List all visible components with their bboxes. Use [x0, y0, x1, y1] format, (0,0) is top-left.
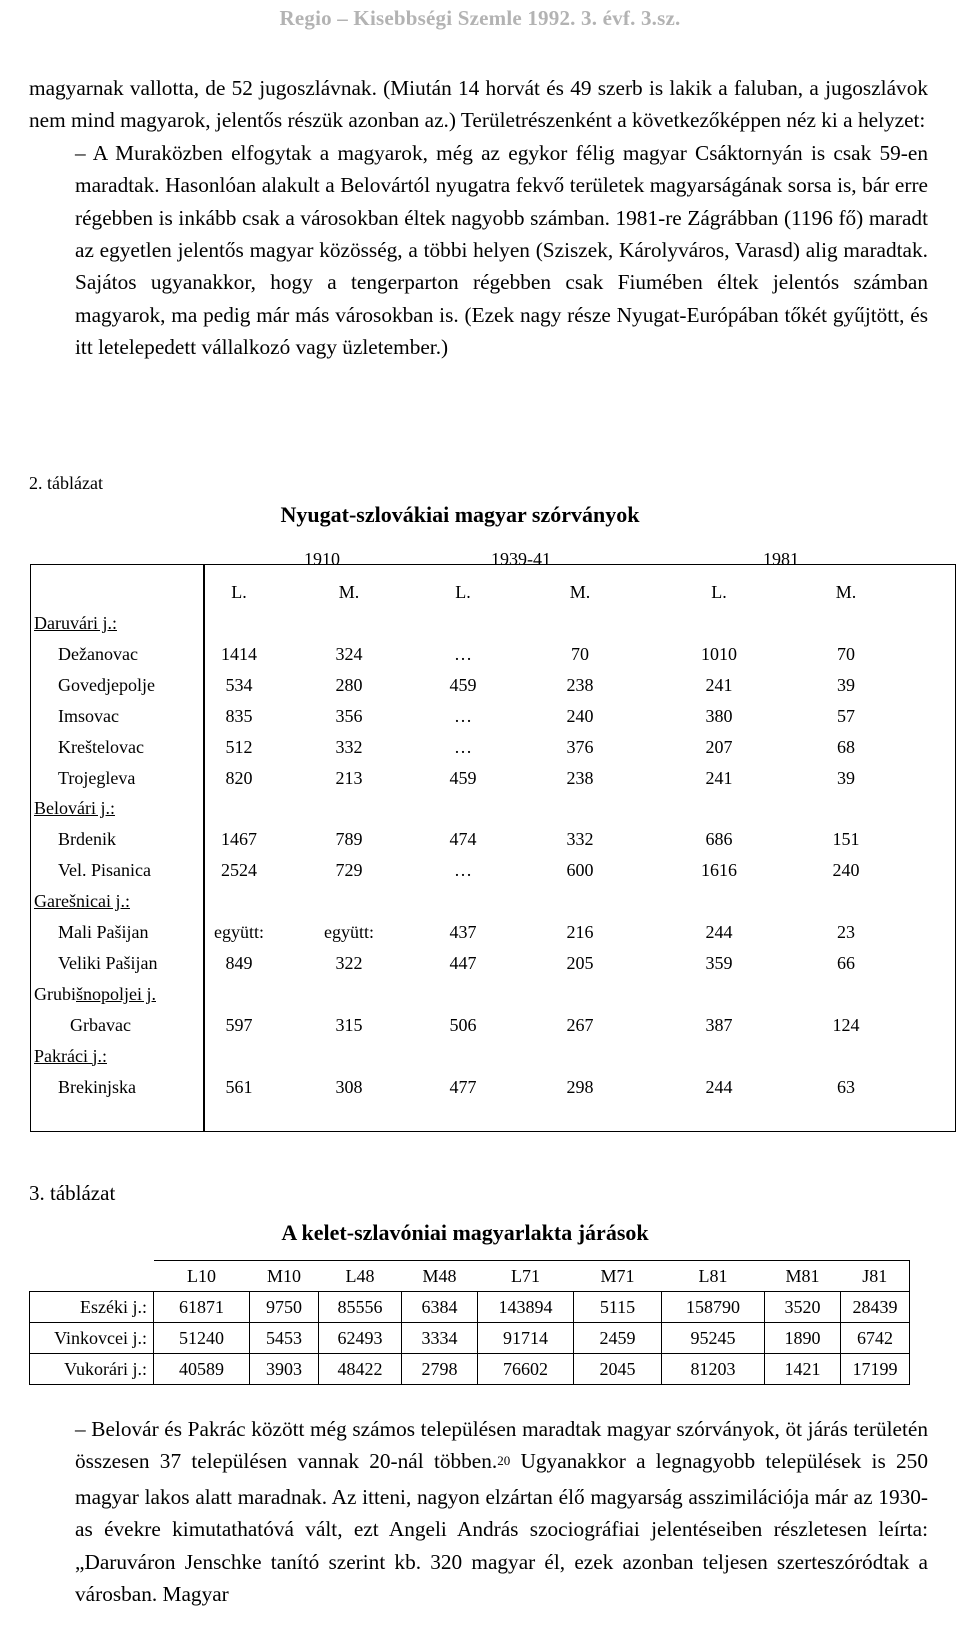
- table-cell: 70: [837, 643, 855, 664]
- table-cell: 380: [705, 705, 733, 726]
- table-cell: 359: [705, 952, 733, 973]
- group-name-underlined: šnopoljei j.: [76, 983, 156, 1004]
- column-header: M10: [250, 1261, 319, 1292]
- row-name: Imsovac: [58, 705, 119, 726]
- year-header: 1910: [304, 549, 340, 569]
- table-row: [30, 1323, 910, 1354]
- table-cell: 534: [225, 674, 253, 695]
- table-cell: 1010: [701, 643, 737, 664]
- table-cell: 2524: [221, 860, 257, 881]
- table-cell: 68: [837, 736, 855, 757]
- sub-header: M.: [338, 582, 360, 602]
- table-cell: 17199: [841, 1354, 910, 1385]
- row-name: Brdenik: [58, 829, 116, 850]
- row-name: Vel. Pisanica: [58, 860, 151, 881]
- group-name: Garešnicai j.:: [34, 891, 130, 912]
- group-label: [34, 797, 115, 819]
- table-cell: 5453: [250, 1323, 319, 1354]
- year-header: 1981: [763, 549, 799, 569]
- table-cell: 158790: [662, 1292, 765, 1323]
- table-row: [30, 1292, 910, 1323]
- table-cell: 85556: [319, 1292, 402, 1323]
- table-cell: 474: [449, 829, 477, 850]
- table-cell: 597: [225, 1014, 253, 1035]
- table-cell: 459: [449, 767, 477, 788]
- table-cell: 39: [837, 674, 855, 695]
- table-cell: 376: [566, 736, 594, 757]
- table-cell: 280: [335, 674, 363, 695]
- table-cell: 91714: [478, 1323, 574, 1354]
- table-cell: 2798: [402, 1354, 478, 1385]
- row-name: Eszéki j.:: [30, 1292, 154, 1323]
- row-name: Brekinjska: [58, 1076, 136, 1097]
- group-label: [34, 983, 156, 1005]
- column-header: M81: [765, 1261, 841, 1292]
- table-cell: 1616: [701, 860, 737, 881]
- row-name: Kreštelovac: [58, 736, 144, 757]
- paragraph-2: [29, 1413, 928, 1610]
- table-3-title: A kelet-szlavóniai magyarlakta járások: [281, 1220, 649, 1245]
- table-cell: 5115: [574, 1292, 662, 1323]
- table-cell: 356: [335, 705, 363, 726]
- table-cell: 835: [225, 705, 253, 726]
- table-cell: 70: [571, 643, 589, 664]
- table-cell: 39: [837, 767, 855, 788]
- group-name: Belovári j.:: [34, 798, 115, 819]
- column-header: L48: [319, 1261, 402, 1292]
- table-3: [29, 1260, 910, 1385]
- row-name: Mali Pašijan: [58, 922, 149, 942]
- table-cell: 28439: [841, 1292, 910, 1323]
- table-cell: …: [454, 705, 472, 726]
- group-name-plain: Grubi: [34, 983, 76, 1004]
- table-3-header-row: [30, 1261, 910, 1292]
- table-cell: 512: [225, 736, 253, 757]
- row-name: Govedjepolje: [58, 674, 155, 695]
- table-cell: 447: [449, 952, 477, 973]
- table-cell: 849: [225, 952, 253, 973]
- table-cell: 63: [837, 1076, 855, 1097]
- table-cell: 324: [335, 643, 363, 664]
- table-cell: 76602: [478, 1354, 574, 1385]
- table-row: [30, 1354, 910, 1385]
- table-cell: 2045: [574, 1354, 662, 1385]
- table-cell: 561: [225, 1076, 253, 1097]
- table-cell: 459: [449, 674, 477, 695]
- table-cell: 241: [705, 674, 733, 695]
- table-cell: 238: [566, 767, 594, 788]
- table-cell: együtt:: [214, 922, 264, 942]
- table-cell: 9750: [250, 1292, 319, 1323]
- row-name: Veliki Pašijan: [58, 952, 158, 973]
- table-cell: 81203: [662, 1354, 765, 1385]
- column-header: M48: [402, 1261, 478, 1292]
- table-cell: 600: [566, 860, 594, 881]
- table-cell: 151: [832, 829, 860, 850]
- table-cell: 332: [335, 736, 363, 757]
- table-cell: 315: [335, 1014, 363, 1035]
- column-header: L71: [478, 1261, 574, 1292]
- table-cell: 477: [449, 1076, 477, 1097]
- table-cell: 205: [566, 952, 594, 973]
- sub-header: L.: [231, 582, 247, 602]
- table-cell: 789: [335, 829, 363, 850]
- table-cell: 437: [449, 922, 477, 942]
- table-cell: 298: [566, 1076, 594, 1097]
- table-2-title: Nyugat-szlovákiai magyar szórványok: [280, 502, 640, 527]
- column-header: M71: [574, 1261, 662, 1292]
- table-cell: 240: [832, 860, 860, 881]
- table-cell: …: [454, 736, 472, 757]
- group-name: Pakráci j.:: [34, 1045, 107, 1066]
- table-cell: 1890: [765, 1323, 841, 1354]
- table-cell: 3520: [765, 1292, 841, 1323]
- table-cell: 820: [225, 767, 253, 788]
- row-name: Grbavac: [70, 1014, 131, 1035]
- table-cell: 95245: [662, 1323, 765, 1354]
- column-header: L10: [154, 1261, 250, 1292]
- sub-header: L.: [711, 582, 727, 602]
- table-cell: 387: [705, 1014, 733, 1035]
- table-cell: együtt:: [324, 922, 374, 942]
- column-header: L81: [662, 1261, 765, 1292]
- table-cell: 729: [335, 860, 363, 881]
- table-cell: 332: [566, 829, 594, 850]
- column-header: J81: [841, 1261, 910, 1292]
- paragraph-1-text-b: – A Muraközben elfogytak a magyarok, még az egykor félig magyar Csáktornyán is csak 59-en maradtak. Hasonlóan alakult a Belovártól nyugatra fekvő területek magyarságának sorsa is, bár erre régebben is inkább csak a városokban éltek nagyobb számban. 1981-re Zágrábban (1196 fő) maradt az egyetlen jelentős magyar közösség, a többi helyen (Sziszek, Károlyváros, Varasd) alig maradtak. Sajátos ugyanakkor, hogy a tengerparton régebben csak Fiumében éltek jelentós számban magyarok, ma pedig már más városokban is. (Ezek nagy része Nyugat-Európában tőkét gyűjtött, és itt letelepedett vállalkozó vagy üzletember.): [75, 140, 928, 360]
- table-cell: 322: [335, 952, 363, 973]
- table-cell: 240: [566, 705, 594, 726]
- group-label: [34, 890, 130, 912]
- footnote-marker: 20: [497, 1453, 511, 1469]
- table-3-label: 3. táblázat: [29, 1181, 116, 1205]
- year-header: 1939-41: [491, 549, 551, 569]
- table-cell: 241: [705, 767, 733, 788]
- paragraph-2-text-a: – Belovár és Pakrác között még számos településen maradtak magyar szórványok, öt járás területén összesen 37 településen vannak 20-nál többen.: [75, 1417, 928, 1474]
- table-cell: …: [454, 643, 472, 664]
- table-cell: 124: [832, 1014, 860, 1035]
- table-cell: 6742: [841, 1323, 910, 1354]
- table-cell: 238: [566, 674, 594, 695]
- table-cell: 216: [566, 922, 594, 942]
- table-cell: 6384: [402, 1292, 478, 1323]
- table-cell: 23: [837, 922, 855, 942]
- table-cell: 207: [705, 736, 733, 757]
- table-cell: 267: [566, 1014, 594, 1035]
- table-cell: 1467: [221, 829, 257, 850]
- table-cell: 3903: [250, 1354, 319, 1385]
- row-name: Vinkovcei j.:: [30, 1323, 154, 1354]
- table-cell: 686: [705, 829, 733, 850]
- table-cell: 1414: [221, 643, 257, 664]
- table-cell: …: [454, 860, 472, 881]
- table-cell: 244: [705, 922, 733, 942]
- running-head: Regio – Kisebbségi Szemle 1992. 3. évf. 3.sz.: [279, 6, 681, 30]
- sub-header: M.: [569, 582, 591, 602]
- paragraph-2-text-b: Ugyanakkor a legnagyobb települések is 250 magyar lakos alatt maradnak. Az itteni, nagyon elzártan élő magyarság asszimilációja már az 1930-as évekre kimutathatóvá vált, ezt Angeli András szociográfiai jelentéseiben részletesen leírta: „Daruváron Jenschke tanító szerint kb. 320 magyar él, ezek azonban teljesen szerteszóródtak a városban. Magyar: [75, 1449, 928, 1607]
- table-2-label: 2. táblázat: [29, 473, 103, 493]
- table-cell: 48422: [319, 1354, 402, 1385]
- group-label: [34, 612, 117, 634]
- table-cell: 244: [705, 1076, 733, 1097]
- row-name: Vukorári j.:: [30, 1354, 154, 1385]
- table-cell: 57: [837, 705, 855, 726]
- table-cell: 61871: [154, 1292, 250, 1323]
- sub-header: L.: [455, 582, 471, 602]
- paragraph-1-text-a: magyarnak vallotta, de 52 jugoszlávnak. (Miután 14 horvát és 49 szerb is lakik a faluban, a jugoszlávok nem mind magyarok, jelentős részük azonban az.) Területrészenként a következőképpen néz ki a helyzet:: [29, 76, 928, 133]
- table-cell: 2459: [574, 1323, 662, 1354]
- sub-header: M.: [835, 582, 857, 602]
- table-cell: 213: [335, 767, 363, 788]
- row-name: Trojegleva: [58, 767, 136, 788]
- table-cell: 1421: [765, 1354, 841, 1385]
- paragraph-2-body: [29, 1413, 928, 1610]
- table-cell: 51240: [154, 1323, 250, 1354]
- table-cell: 143894: [478, 1292, 574, 1323]
- table-cell: 62493: [319, 1323, 402, 1354]
- table-cell: 66: [837, 952, 855, 973]
- group-label: [34, 1045, 107, 1067]
- table-3-corner: [30, 1261, 154, 1292]
- group-name: Daruvári j.:: [34, 613, 117, 633]
- table-cell: 3334: [402, 1323, 478, 1354]
- row-name: Dežanovac: [58, 643, 138, 664]
- table-cell: 40589: [154, 1354, 250, 1385]
- table-cell: 506: [449, 1014, 477, 1035]
- table-cell: 308: [335, 1076, 363, 1097]
